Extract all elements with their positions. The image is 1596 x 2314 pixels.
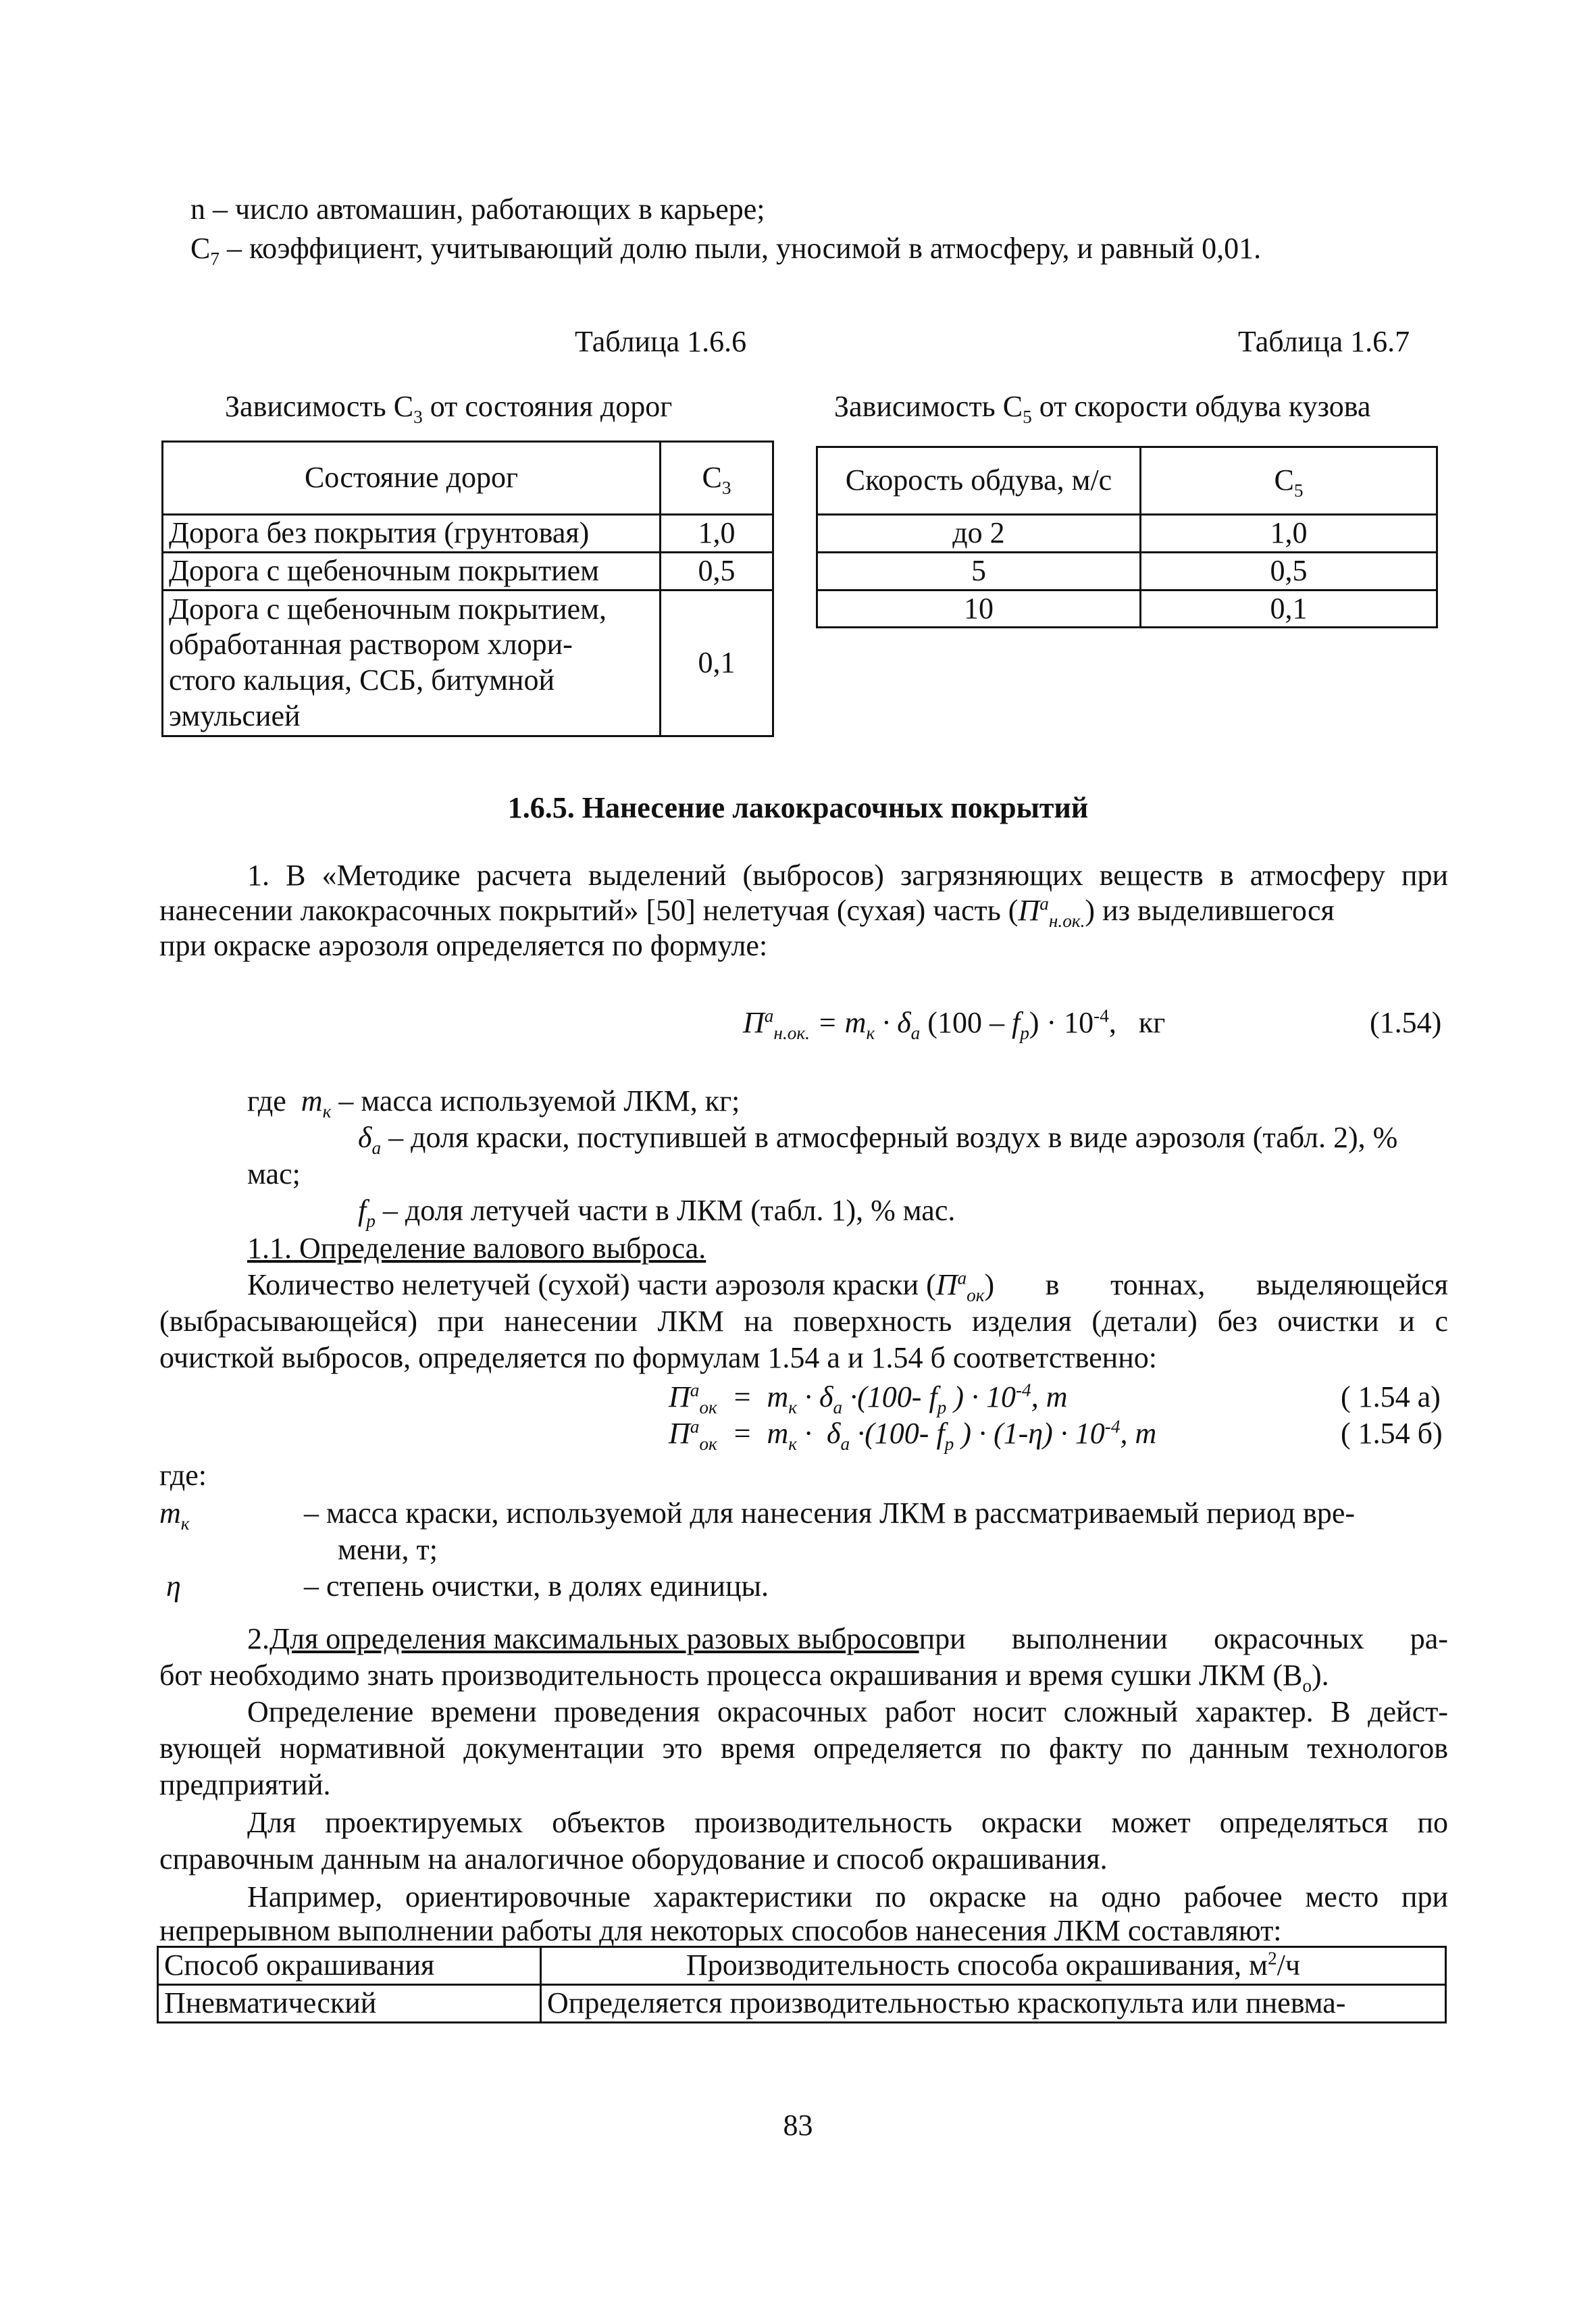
table-167-cell-value: 0,1 <box>1141 590 1437 628</box>
paragraph-line: Например, ориентировочные характеристики по окраске на одно рабочее место при <box>247 1880 1448 1913</box>
section-heading: 1.6.5. Нанесение лакокрасочных покрытий <box>507 791 1089 824</box>
cell-method: Пневматический <box>158 1984 541 2022</box>
paragraph-line: непрерывном выполнении работы для некоторых способов нанесения ЛКМ составляют: <box>159 1914 1282 1947</box>
paragraph-line: при окраске аэрозоля определяется по формуле: <box>159 929 768 962</box>
paragraph-line: бот необходимо знать производительность процесса окрашивания и время сушки ЛКМ $(В_о)$. <box>159 1659 1329 1696</box>
table-row <box>817 590 1437 628</box>
cell-line: эмульсией <box>169 699 301 732</box>
table-166 <box>161 441 774 737</box>
formula-154: $П^a_{н.ок.} = m_к \cdot \delta_a$ $(100 - f_p) \cdot 10^{-4}$, кг <box>743 1005 1166 1043</box>
table-166-label: Таблица 1.6.6 <box>575 325 747 358</box>
cell-productivity: Определяется производительностью краскопульта или пневма- <box>541 1984 1446 2022</box>
mk2-symbol: $m_к$ <box>159 1496 190 1534</box>
table-166-cell-state: Дорога без покрытия (грунтовая) <box>163 515 661 553</box>
painting-methods-header <box>158 1947 1446 1985</box>
table-167-cell-value: 0,5 <box>1141 552 1437 590</box>
table-166-cell-value: 0,1 <box>661 590 773 736</box>
table-167-cell-speed: 10 <box>817 590 1141 628</box>
formula-154b-number: ( 1.54 б) <box>1341 1417 1443 1450</box>
table-166-cell-state: Дорога с щебеночным покрытием <box>163 552 661 590</box>
page-number: 83 <box>783 2109 813 2142</box>
table-166-header-state: Состояние дорог <box>163 442 661 515</box>
table-167 <box>816 446 1438 628</box>
where-label: где: <box>159 1459 207 1492</box>
eta-definition: – степень очистки, в долях единицы. <box>304 1569 769 1603</box>
table-row <box>163 590 773 736</box>
paragraph-line: вующей нормативной документации это время определяется по факту по данным технологов <box>159 1732 1448 1765</box>
delta-definition-cont: мас; <box>247 1157 301 1190</box>
cell-line: стого кальция, ССБ, битумной <box>169 663 555 697</box>
mk2-definition-cont: мени, т; <box>338 1533 438 1566</box>
table-166-header-c3: $C_3$ <box>661 442 773 515</box>
table-row <box>163 552 773 590</box>
paragraph-line: (выбрасывающейся) при нанесении ЛКМ на поверхность изделия (детали) без очистки и с <box>159 1305 1448 1338</box>
table-row <box>158 1984 1446 2022</box>
paragraph-line: нанесении лакокрасочных покрытий» [50] нелетучая (сухая) часть $(П^a_{н.ок.})$ из выделившегося <box>159 893 1335 931</box>
painting-methods-table <box>157 1946 1447 2023</box>
table-167-cell-value: 1,0 <box>1141 515 1437 553</box>
table-166-title: Зависимость $C_3$ от состояния дорог <box>225 390 673 427</box>
mk2-definition: – масса краски, используемой для нанесения ЛКМ в рассматриваемый период вре- <box>304 1496 1356 1530</box>
c7-definition: $C_7$ – коэффициент, учитывающий долю пыли, уносимой в атмосферу, и равный 0,01. <box>190 232 1262 269</box>
table-167-cell-speed: 5 <box>817 552 1141 590</box>
paragraph-line: предприятий. <box>159 1768 331 1801</box>
paragraph-line: Количество нелетучей (сухой) части аэрозоля краски ( $П^a_{ок}$ ) в тоннах, выделяющейся <box>247 1267 1448 1305</box>
subsection-heading: 1.1. Определение валового выброса. <box>247 1232 706 1265</box>
mk-definition: где $m_к$ – масса используемой ЛКМ, кг; <box>247 1084 740 1122</box>
paragraph-line: Определение времени проведения окрасочных работ носит сложный характер. В дейст- <box>247 1695 1448 1728</box>
table-167-title: Зависимость $C_5$ от скорости обдува кузова <box>834 390 1371 427</box>
table-166-cell-state <box>163 590 661 736</box>
n-definition: n – число автомашин, работающих в карьере; <box>190 193 765 226</box>
formula-154-number: (1.54) <box>1370 1006 1442 1039</box>
paragraph-line: 1. В «Методике расчета выделений (выбросов) загрязняющих веществ в атмосферу при <box>247 859 1448 892</box>
table-row <box>163 515 773 553</box>
paragraph-line: 2. Для определения максимальных разовых выбросов при выполнении окрасочных ра- <box>247 1622 1448 1655</box>
table-167-label: Таблица 1.6.7 <box>1238 325 1410 358</box>
eta-symbol: η <box>166 1569 181 1603</box>
header-method: Способ окрашивания <box>158 1947 541 1985</box>
formula-154b: $П^a_{ок} = m_к \cdot \delta_a \cdot(100-$ $f_p$ ) · $(1-\eta) \cdot 10^{-4}$, m <box>669 1416 1157 1454</box>
delta-definition: $\delta_a$ – доля краски, поступившей в атмосферный воздух в виде аэрозоля (табл. 2), % <box>358 1121 1398 1158</box>
table-167-header <box>817 447 1437 515</box>
header-productivity: Производительность способа окрашивания, $м^2/ч$ <box>541 1947 1446 1985</box>
paragraph-line: справочным данным на аналогичное оборудование и способ окрашивания. <box>159 1842 1108 1876</box>
table-167-header-speed: Скорость обдува, м/с <box>817 447 1141 515</box>
table-167-cell-speed: до 2 <box>817 515 1141 553</box>
table-row <box>817 515 1437 553</box>
table-166-header <box>163 442 773 515</box>
table-row <box>817 552 1437 590</box>
table-167-header-c5: $C_5$ <box>1141 447 1437 515</box>
paragraph-line: Для проектируемых объектов производительность окраски может определяться по <box>247 1806 1448 1839</box>
formula-154a: $П^a_{ок} = m_к \cdot \delta_a \cdot(100-$ $f_p$ ) · $10^{-4}$, m <box>669 1380 1068 1417</box>
paragraph-line: очисткой выбросов, определяется по формулам 1.54 а и 1.54 б соответственно: <box>159 1341 1157 1374</box>
table-166-cell-value: 0,5 <box>661 552 773 590</box>
cell-line: обработанная раствором хлори- <box>169 628 573 661</box>
cell-line: Дорога с щебеночным покрытием, <box>169 592 607 626</box>
table-166-cell-value: 1,0 <box>661 515 773 553</box>
formula-154a-number: ( 1.54 а) <box>1341 1380 1441 1413</box>
fp-definition: $f_p$ – доля летучей части в ЛКМ (табл. 1), % мас. <box>358 1194 956 1231</box>
